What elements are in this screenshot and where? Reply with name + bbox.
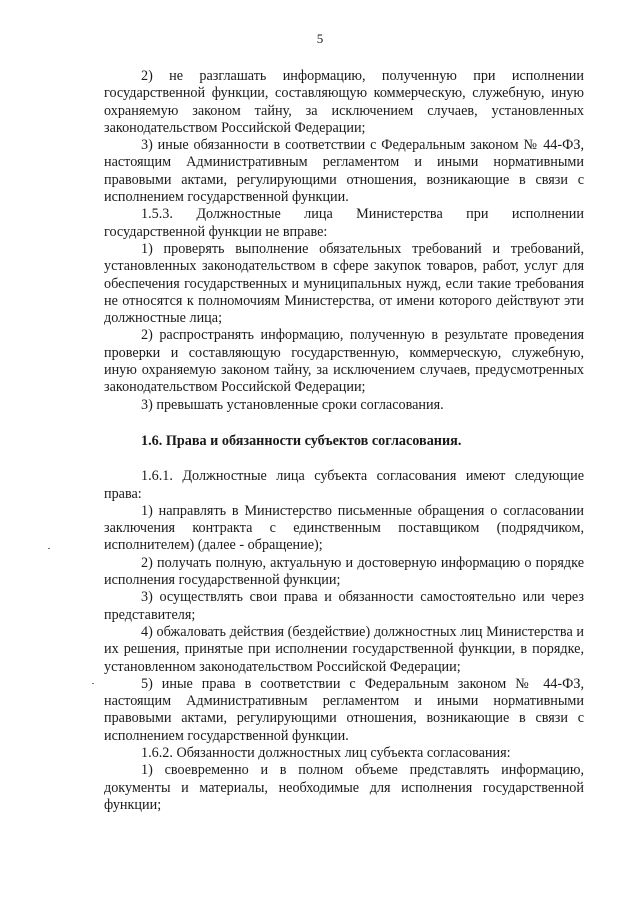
paragraph: 2) распространять информацию, полученную в результате проведения проверки и составляющую государственную, коммерческую, служебную, иную охраняемую законом тайну, за исключением случаев, предусмотренных законодательством Российской Федерации; bbox=[104, 327, 584, 396]
paragraph: 2) получать полную, актуальную и достоверную информацию о порядке исполнения государственной функции; bbox=[104, 554, 584, 589]
paragraph: 1) проверять выполнение обязательных требований и требований, установленных законодательством в сфере закупок товаров, работ, услуг для обеспечения государственных и муниципальных нужд, если такие требования не относятся к полномочиям Министерства, от имени которого действуют эти должностные лица; bbox=[104, 240, 584, 327]
page-number: 5 bbox=[316, 31, 324, 46]
paragraph: 1.6.1. Должностные лица субъекта согласования имеют следующие права: bbox=[104, 468, 584, 502]
paragraph: 3) превышать установленные сроки согласования. bbox=[141, 396, 444, 413]
paragraph: 1) своевременно и в полном объеме представлять информацию, документы и материалы, необходимые для исполнения государственной функции; bbox=[104, 762, 584, 813]
paragraph: 3) иные обязанности в соответствии с Федеральным законом № 44-ФЗ, настоящим Административным регламентом и иными нормативными правовыми актами, регулирующими отношения, возникающие в связи с исполнением государственной функции. bbox=[104, 137, 584, 206]
document-body bbox=[104, 68, 584, 814]
paragraph: 2) не разглашать информацию, полученную при исполнении государственной функции, составляющую коммерческую, служебную, иную охраняемую законом тайну, за исключением случаев, установленных законодательством Российской Федерации; bbox=[104, 68, 584, 136]
scan-speck bbox=[48, 548, 50, 549]
paragraph: 5) иные права в соответствии с Федеральным законом № 44-ФЗ, настоящим Административным регламентом и иными нормативными правовыми актами, регулирующими отношения, возникающие в связи с исполнением государственной функции. bbox=[104, 675, 584, 744]
paragraph: 4) обжаловать действия (бездействие) должностных лиц Министерства и их решения, принятые при исполнении государственной функции, в порядке, установленном законодательством Российской Федерации; bbox=[104, 623, 584, 675]
paragraph: 3) осуществлять свои права и обязанности самостоятельно или через представителя; bbox=[104, 589, 584, 623]
section-heading: 1.6. Права и обязанности субъектов согласования. bbox=[141, 432, 462, 449]
scan-speck bbox=[92, 683, 94, 684]
paragraph: 1.6.2. Обязанности должностных лиц субъекта согласования: bbox=[141, 744, 511, 761]
paragraph: 1) направлять в Министерство письменные обращения о согласовании заключения контракта с единственным поставщиком (подрядчиком, исполнителем) (далее - обращение); bbox=[104, 502, 584, 554]
paragraph: 1.5.3. Должностные лица Министерства при исполнении государственной функции не вправе: bbox=[104, 206, 584, 240]
